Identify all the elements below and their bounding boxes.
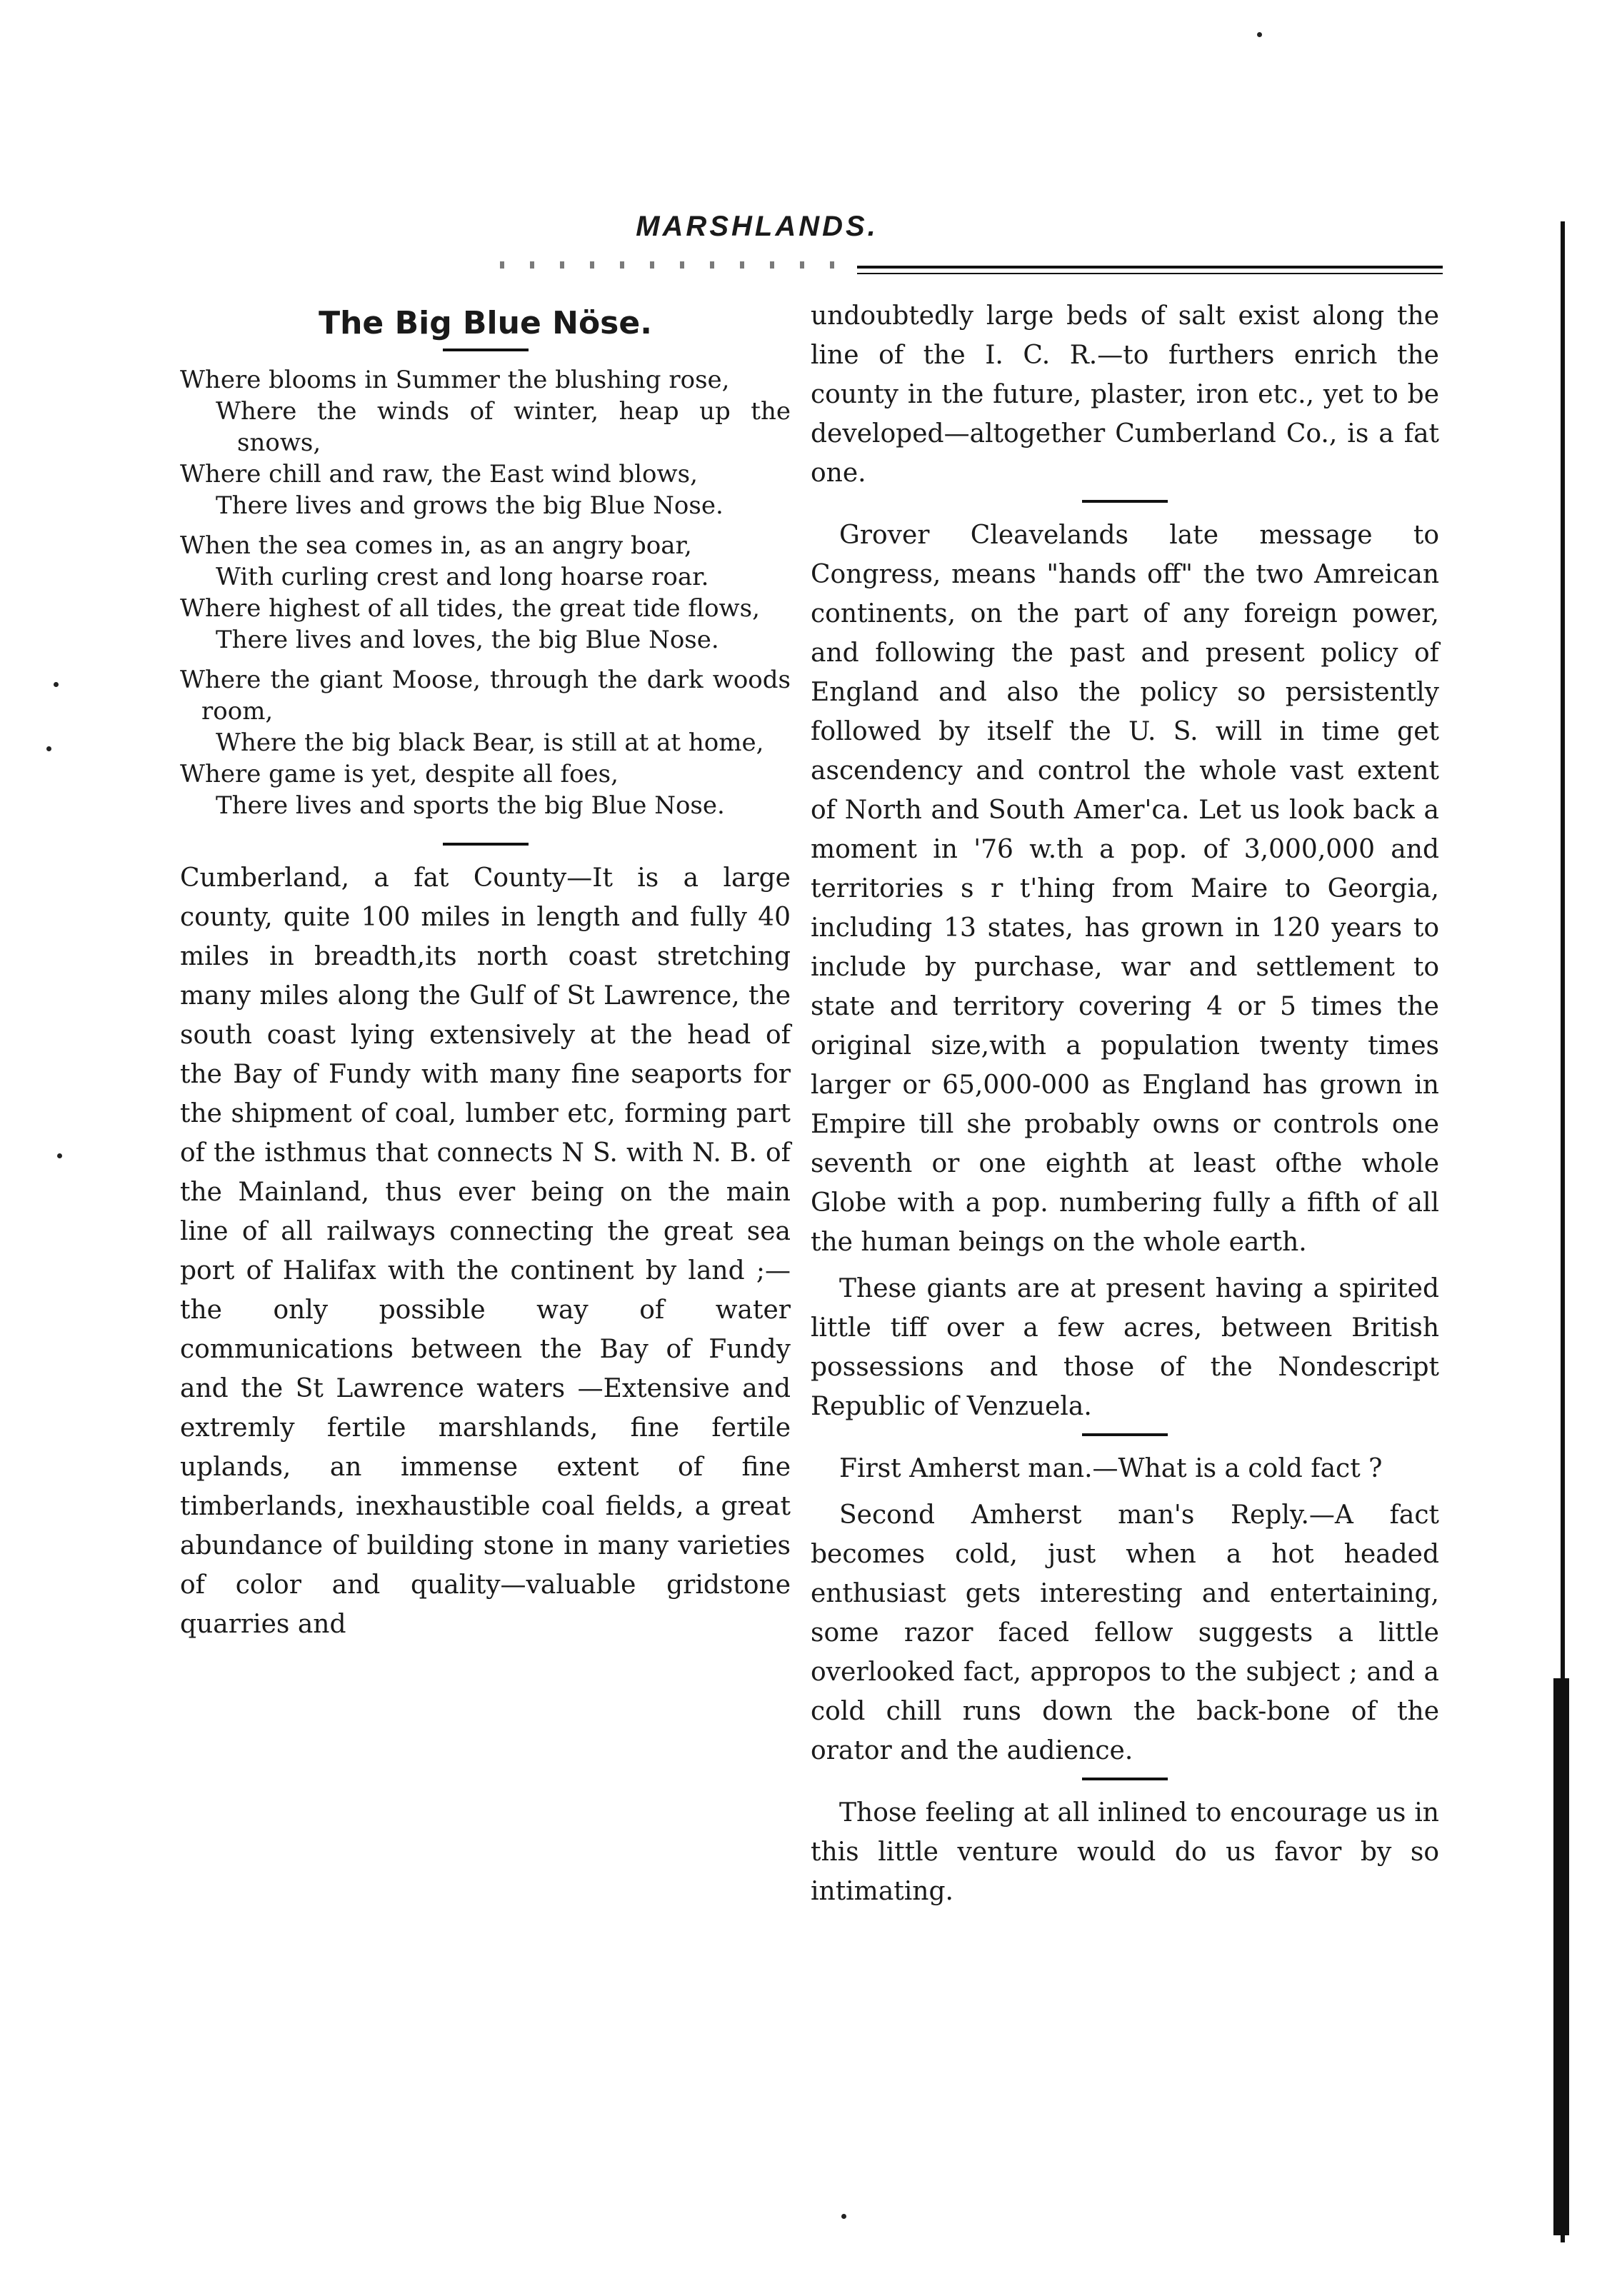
page-header-title: MARSHLANDS. (636, 211, 878, 242)
poem-line-text: There lives and grows the big Blue Nose. (216, 491, 724, 520)
speck (1257, 32, 1262, 37)
right-column (811, 296, 1439, 1918)
poem-line (180, 790, 791, 821)
article-cumberland: Cumberland, a fat County—It is a large county, quite 100 miles in length and fully 40 miles in breadth,its north coast stretching many miles along the Gulf of St Lawrence, the south coast lying extensively at the head of the Bay of Fundy with many fine seaports for the shipment of coal, lumber etc, forming part of the isthmus that connects N S. with N. B. of the Mainland, thus ever being on the main line of all railways connecting the great sea port of Halifax with the continent by land ;—the only possible way of water communications between the Bay of Fundy and the St Lawrence waters —Extensive and extremly fertile marshlands, fine fertile uplands, an immense extent of fine timberlands, inexhaustible coal fields, a great abundance of building stone in many varieties of color and quality—valuable gridstone quarries and (180, 863, 791, 1639)
poem-line-text: Where chill and raw, the East wind blows, (180, 460, 698, 488)
poem-line-text: Where highest of all tides, the great tide flows, (180, 594, 760, 623)
poem-line-text: Where blooms in Summer the blushing rose, (180, 366, 730, 394)
poem-line-text: With curling crest and long hoarse roar. (216, 563, 709, 591)
speck (54, 682, 59, 687)
short-rule (1082, 500, 1168, 503)
poem-line (180, 727, 791, 758)
poem-line (180, 561, 791, 593)
poem-line (180, 490, 791, 521)
poem-line-text: There lives and sports the big Blue Nose. (216, 791, 725, 820)
poem-line (180, 664, 791, 727)
poem (180, 364, 791, 821)
poem-line (180, 458, 791, 490)
speck (46, 746, 51, 751)
poem-line-text: When the sea comes in, as an angry boar, (180, 531, 692, 560)
header-rule (857, 266, 1443, 269)
short-rule (443, 843, 529, 846)
short-rule (1082, 1433, 1168, 1436)
header-rule-thin (857, 273, 1443, 274)
short-rule (443, 349, 529, 351)
speck (841, 2214, 846, 2219)
poem-line (180, 396, 791, 458)
poem-stanza (180, 364, 791, 521)
speck (57, 1153, 62, 1158)
poem-line (180, 593, 791, 624)
article-continued: undoubtedly large beds of salt exist along the line of the I. C. R.—to furthers enrich the county in the future, plaster, iron etc., yet to be developed—altogether Cumberland Co., is a fat one. (811, 301, 1439, 488)
poem-line-text: Where the giant Moose, through the dark woods room, (180, 666, 791, 726)
page-edge-shadow (1553, 1678, 1569, 2235)
joke-reply: Second Amherst man's Reply.—A fact becomes cold, just when a hot headed enthusiast gets interesting and entertaining, some razor faced fellow suggests a little overlooked fact, appropos to the subject ; and a cold chill runs down the back-bone of the orator and the audience. (811, 1500, 1439, 1765)
joke-question: First Amherst man.—What is a cold fact ? (839, 1454, 1383, 1483)
poem-line-text: Where the big black Bear, is still at at home, (216, 728, 764, 757)
left-column (180, 296, 791, 1651)
short-rule (1082, 1778, 1168, 1780)
article-giants: These giants are at present having a spirited little tiff over a few acres, between British possessions and those of the Nondescript Republic of Venzuela. (811, 1274, 1439, 1421)
poem-line-text: There lives and loves, the big Blue Nose. (216, 626, 719, 654)
poem-line (180, 530, 791, 561)
poem-line (180, 624, 791, 656)
poem-line (180, 758, 791, 790)
header-dotted-rule (500, 261, 843, 269)
poem-line-text: Where game is yet, despite all foes, (180, 760, 619, 788)
poem-line (180, 364, 791, 396)
poem-stanza (180, 664, 791, 821)
poem-line-text: Where the winds of winter, heap up the snows, (216, 397, 791, 457)
poem-title: The Big Blue Nöse. (319, 305, 652, 341)
article-cleveland: Grover Cleavelands late message to Congress, means "hands off" the two Amreican continents, on the part of any foreign power, and following the past and present policy of England and also the policy so persistently followed by itself the U. S. will in time get ascendency and control the whole vast extent of North and South Amer'ca. Let us look back a moment in '76 w.th a pop. of 3,000,000 and territories s r t'hing from Maire to Georgia, including 13 states, has grown in 120 years to include by purchase, war and settlement to state and territory covering 4 or 5 times the original size,with a population twenty times larger or 65,000-000 as England has grown in Empire till she probably owns or controls one seventh or one eighth at least ofthe whole Globe with a pop. numbering fully a fifth of all the human beings on the whole earth. (811, 521, 1439, 1257)
poem-stanza (180, 530, 791, 656)
subscription-note: Those feeling at all inlined to encourage us in this little venture would do us favor by so intimating. (811, 1798, 1439, 1906)
